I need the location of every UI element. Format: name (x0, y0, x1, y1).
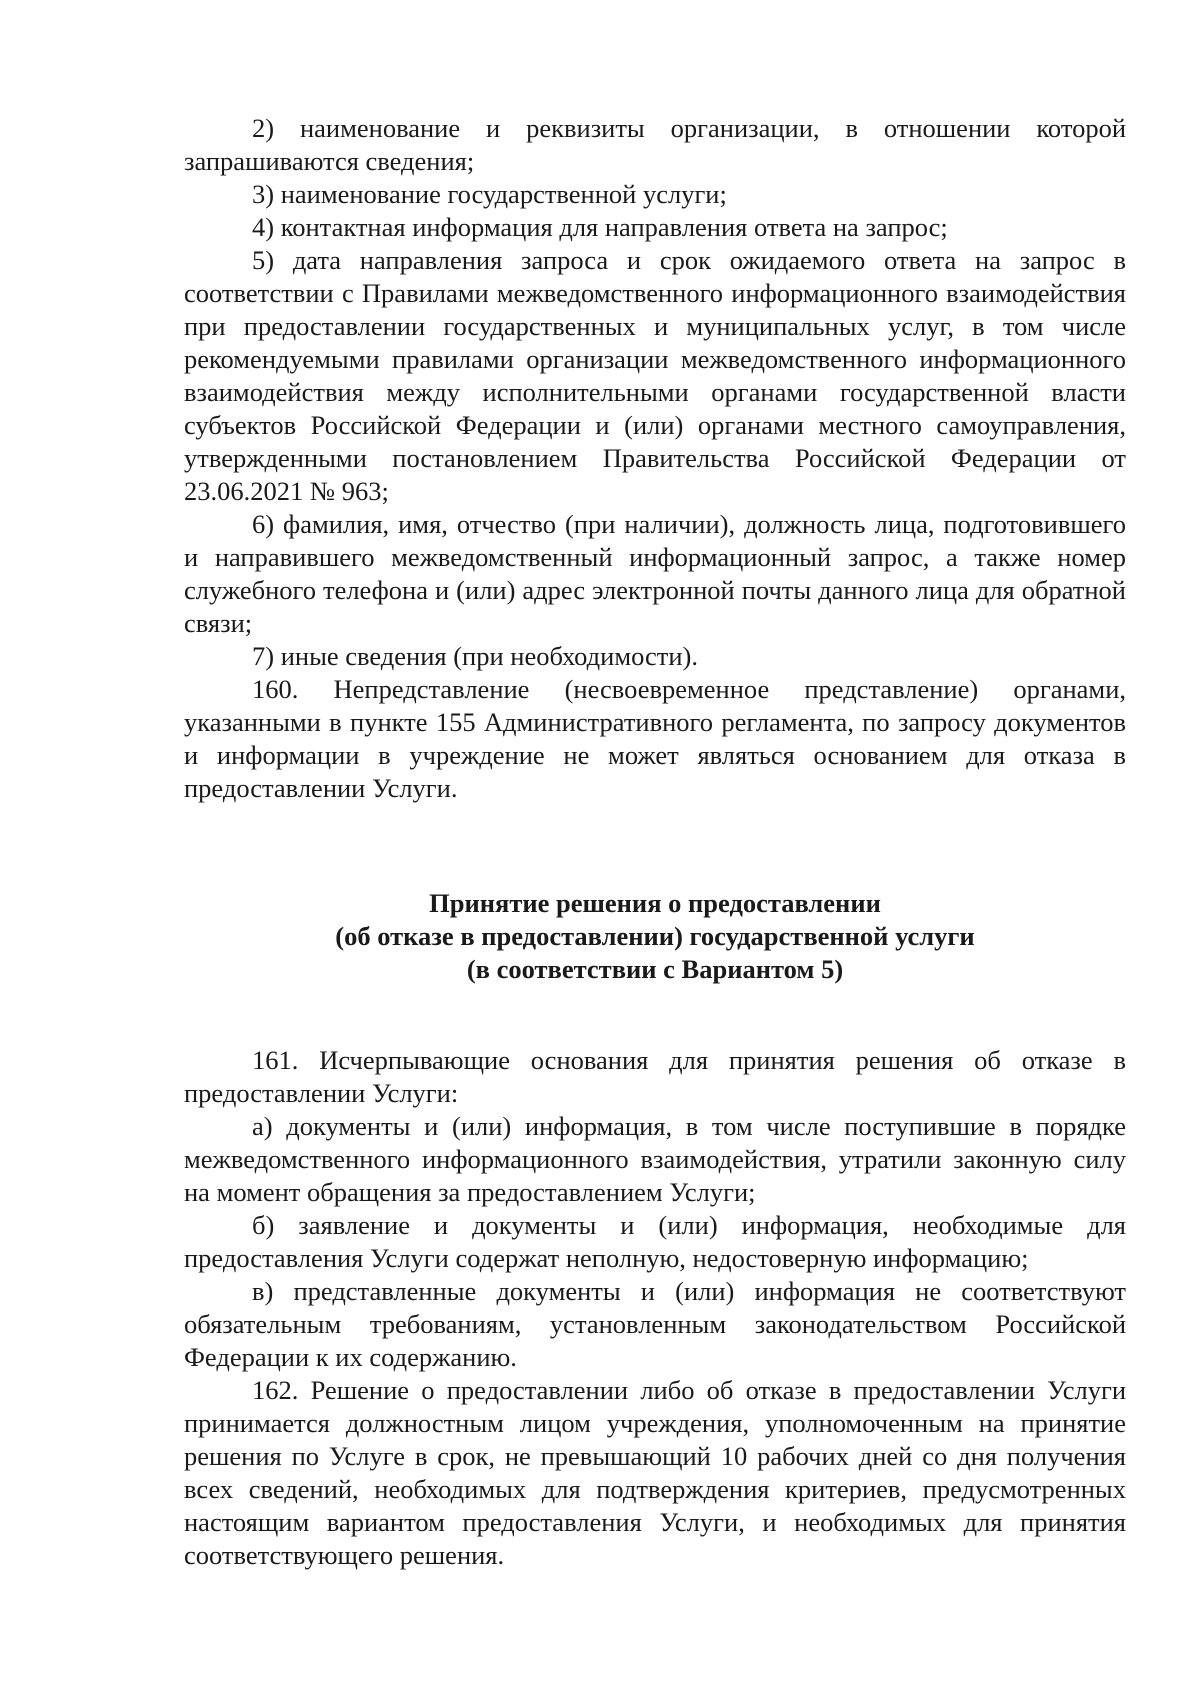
paragraph-161-a: а) документы и (или) информация, в том числе поступившие в порядке межведомственного информационного взаимодействия, утратили законную силу на момент обращения за предоставлением Услуги; (184, 1111, 1126, 1207)
paragraph-item-3: 3) наименование государственной услуги; (252, 179, 727, 209)
section-heading-line-2: (об отказе в предоставлении) государственной услуги (335, 921, 975, 951)
paragraph-160: 160. Непредставление (несвоевременное представление) органами, указанными в пункте 155 Административного регламента, по запросу документов и информации в учреждение не может являться основанием для отказа в предоставлении Услуги. (184, 674, 1126, 803)
paragraph-162: 162. Решение о предоставлении либо об отказе в предоставлении Услуги принимается должностным лицом учреждения, уполномоченным на принятие решения по Услуге в срок, не превышающий 10 рабочих дней со дня получения всех сведений, необходимых для подтверждения критериев, предусмотренных настоящим вариантом предоставления Услуги, и необходимых для принятия соответствующего решения. (184, 1375, 1126, 1570)
section-heading-line-1: Принятие решения о предоставлении (429, 888, 881, 918)
section-gap (184, 986, 1126, 1044)
paragraph-item-7: 7) иные сведения (при необходимости). (252, 641, 698, 671)
paragraph-161: 161. Исчерпывающие основания для принятия решения об отказе в предоставлении Услуги: (184, 1045, 1126, 1108)
paragraph-item-6: 6) фамилия, имя, отчество (при наличии), должность лица, подготовившего и направившего межведомственный информационный запрос, а также номер служебного телефона и (или) адрес электронной почты данного лица для обратной связи; (184, 509, 1126, 638)
document-body (184, 112, 1126, 1572)
paragraph-161-b: б) заявление и документы и (или) информация, необходимые для предоставления Услуги содержат неполную, недостоверную информацию; (184, 1210, 1126, 1273)
section-heading-line-3: (в соответствии с Вариантом 5) (466, 954, 844, 984)
section-heading (184, 887, 1126, 986)
paragraph-item-5: 5) дата направления запроса и срок ожидаемого ответа на запрос в соответствии с Правилами межведомственного информационного взаимодействия при предоставлении государственных и муниципальных услуг, в том числе рекомендуемыми правилами организации межведомственного информационного взаимодействия между исполнительными органами государственной власти субъектов Российской Федерации и (или) органами местного самоуправления, утвержденными постановлением Правительства Российской Федерации от 23.06.2021 № 963; (184, 245, 1126, 506)
paragraph-item-4: 4) контактная информация для направления ответа на запрос; (252, 212, 948, 242)
paragraph-item-2: 2) наименование и реквизиты организации, в отношении которой запрашиваются сведения; (184, 113, 1126, 176)
paragraph-161-c: в) представленные документы и (или) информация не соответствуют обязательным требованиям, установленным законодательством Российской Федерации к их содержанию. (184, 1276, 1126, 1372)
